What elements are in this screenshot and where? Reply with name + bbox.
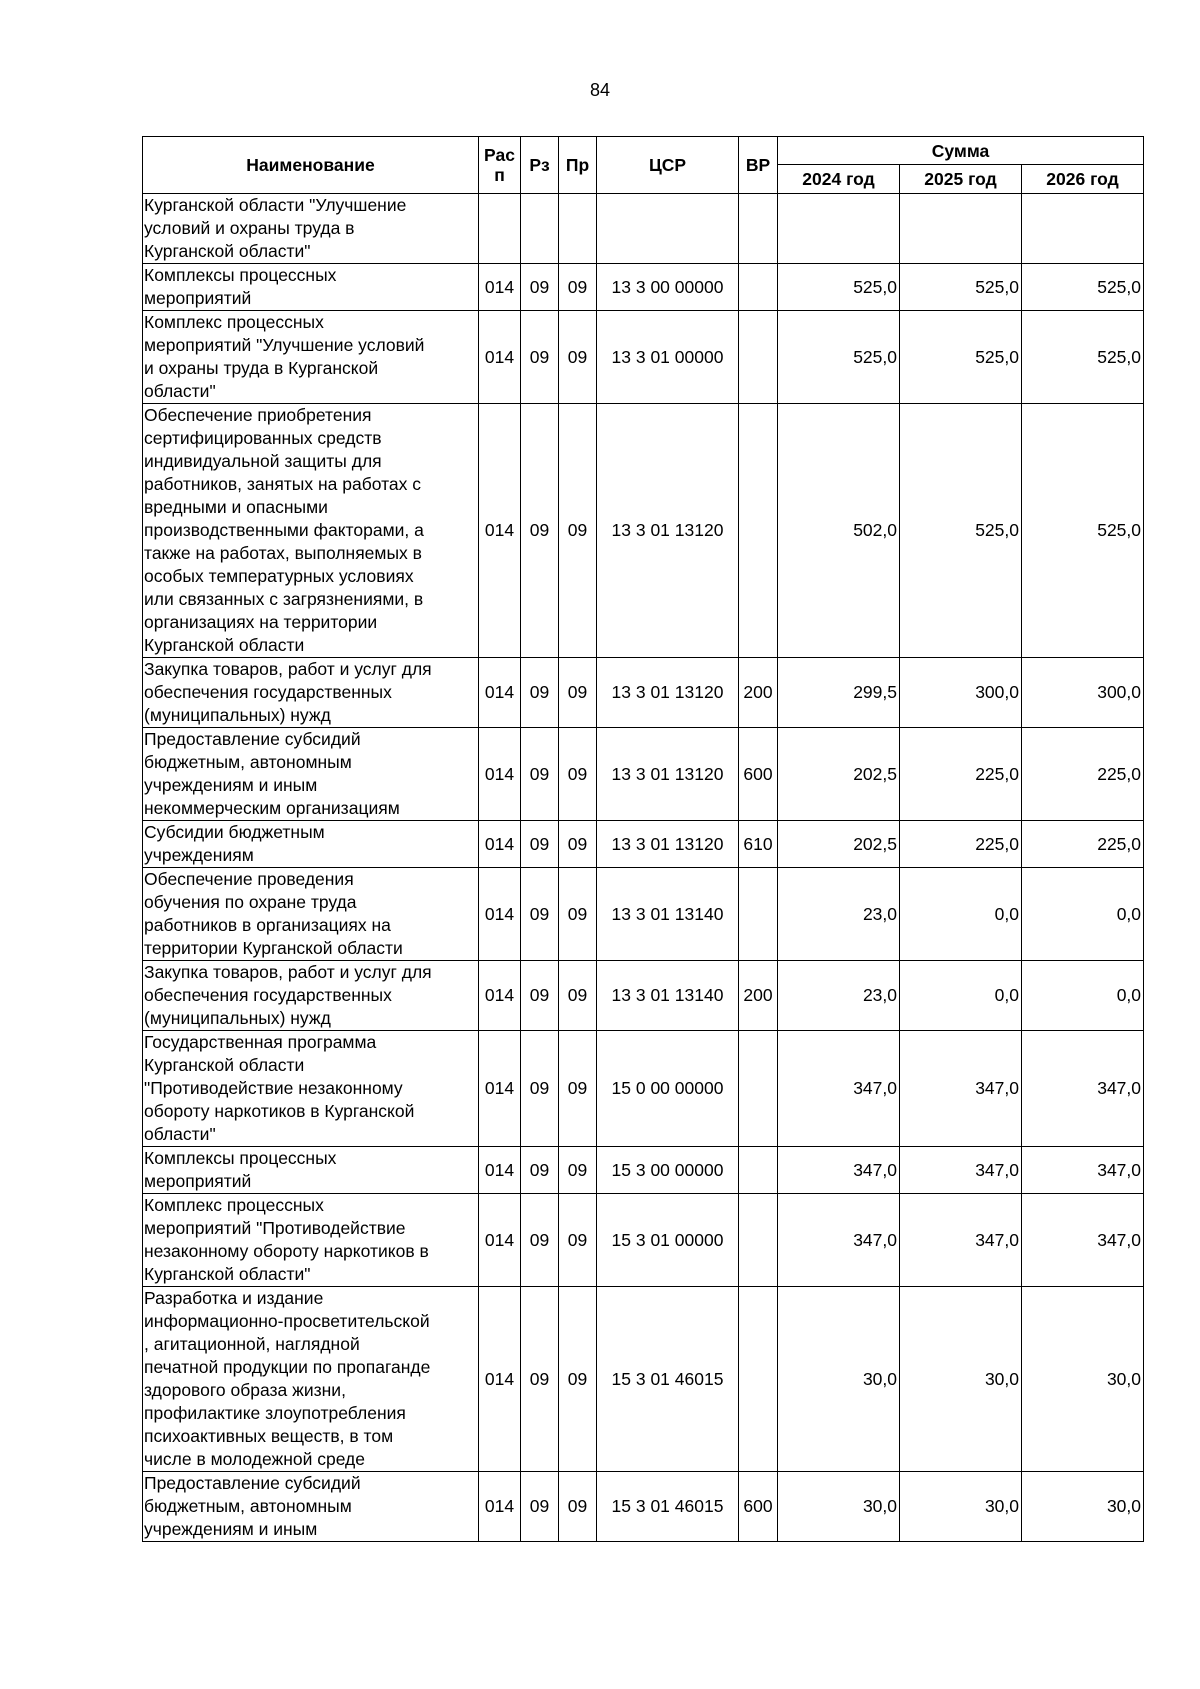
header-pr: Пр	[559, 137, 597, 194]
row-rz: 09	[521, 1472, 559, 1542]
table-row	[143, 1031, 1144, 1147]
table-row	[143, 1472, 1144, 1542]
row-pr: 09	[559, 404, 597, 658]
table-row	[143, 404, 1144, 658]
row-rasp: 014	[479, 728, 521, 821]
budget-table	[142, 136, 1144, 1542]
row-pr: 09	[559, 311, 597, 404]
header-2025: 2025 год	[900, 165, 1022, 194]
row-name: Закупка товаров, работ и услуг для обеспечения государственных (муниципальных) нужд	[143, 961, 479, 1031]
row-name: Государственная программа Курганской области "Противодействие незаконному обороту наркотиков в Курганской области"	[143, 1031, 479, 1147]
row-vr	[739, 1031, 778, 1147]
header-csr: ЦСР	[597, 137, 739, 194]
row-rasp: 014	[479, 311, 521, 404]
row-vr: 610	[739, 821, 778, 868]
row-csr: 13 3 01 00000	[597, 311, 739, 404]
row-csr: 15 3 01 00000	[597, 1194, 739, 1287]
row-vr: 600	[739, 728, 778, 821]
row-rz: 09	[521, 961, 559, 1031]
row-pr: 09	[559, 961, 597, 1031]
row-csr: 15 3 01 46015	[597, 1472, 739, 1542]
row-name: Закупка товаров, работ и услуг для обеспечения государственных (муниципальных) нужд	[143, 658, 479, 728]
row-pr	[559, 194, 597, 264]
row-name: Обеспечение приобретения сертифицированных средств индивидуальной защиты для работников, занятых на работах с вредными и опасными производственными факторами, а также на работах, выполняемых в особых температурных условиях или связанных с загрязнениями, в организациях на территории Курганской области	[143, 404, 479, 658]
row-csr: 15 3 01 46015	[597, 1287, 739, 1472]
row-sum-2024: 502,0	[778, 404, 900, 658]
row-csr: 13 3 01 13120	[597, 658, 739, 728]
row-csr: 13 3 00 00000	[597, 264, 739, 311]
row-sum-2026: 0,0	[1022, 868, 1144, 961]
row-vr	[739, 264, 778, 311]
row-sum-2026: 300,0	[1022, 658, 1144, 728]
header-name: Наименование	[143, 137, 479, 194]
row-sum-2025: 525,0	[900, 404, 1022, 658]
row-rasp: 014	[479, 658, 521, 728]
row-sum-2024: 23,0	[778, 868, 900, 961]
row-pr: 09	[559, 1147, 597, 1194]
row-name: Комплекс процессных мероприятий "Улучшение условий и охраны труда в Курганской области"	[143, 311, 479, 404]
row-pr: 09	[559, 1287, 597, 1472]
row-rz: 09	[521, 658, 559, 728]
row-csr	[597, 194, 739, 264]
row-rasp: 014	[479, 1147, 521, 1194]
row-csr: 13 3 01 13140	[597, 868, 739, 961]
row-sum-2025: 0,0	[900, 868, 1022, 961]
row-rz: 09	[521, 868, 559, 961]
row-vr	[739, 194, 778, 264]
row-sum-2025: 525,0	[900, 311, 1022, 404]
row-sum-2024: 347,0	[778, 1147, 900, 1194]
row-pr: 09	[559, 1194, 597, 1287]
row-sum-2024: 30,0	[778, 1472, 900, 1542]
row-sum-2026: 347,0	[1022, 1194, 1144, 1287]
row-csr: 13 3 01 13120	[597, 821, 739, 868]
row-rasp: 014	[479, 264, 521, 311]
row-sum-2025: 347,0	[900, 1031, 1022, 1147]
row-vr: 200	[739, 961, 778, 1031]
row-name: Комплекс процессных мероприятий "Противодействие незаконному обороту наркотиков в Курганской области"	[143, 1194, 479, 1287]
header-2026: 2026 год	[1022, 165, 1144, 194]
row-sum-2026: 0,0	[1022, 961, 1144, 1031]
row-rz: 09	[521, 1287, 559, 1472]
table-row	[143, 311, 1144, 404]
row-sum-2026: 525,0	[1022, 311, 1144, 404]
row-vr	[739, 1194, 778, 1287]
row-sum-2024: 23,0	[778, 961, 900, 1031]
table-row	[143, 658, 1144, 728]
row-sum-2025: 225,0	[900, 728, 1022, 821]
row-rz: 09	[521, 264, 559, 311]
row-sum-2025: 30,0	[900, 1287, 1022, 1472]
row-pr: 09	[559, 264, 597, 311]
table-row	[143, 264, 1144, 311]
row-vr	[739, 1147, 778, 1194]
row-csr: 13 3 01 13120	[597, 404, 739, 658]
row-pr: 09	[559, 1031, 597, 1147]
row-pr: 09	[559, 821, 597, 868]
row-sum-2026: 30,0	[1022, 1287, 1144, 1472]
row-rasp	[479, 194, 521, 264]
row-rasp: 014	[479, 868, 521, 961]
row-sum-2024: 202,5	[778, 728, 900, 821]
row-csr: 13 3 01 13140	[597, 961, 739, 1031]
table-row	[143, 194, 1144, 264]
row-name: Разработка и издание информационно-просветительской , агитационной, наглядной печатной продукции по пропаганде здорового образа жизни, профилактике злоупотребления психоактивных веществ, в том числе в молодежной среде	[143, 1287, 479, 1472]
table-row	[143, 728, 1144, 821]
table-header	[143, 137, 1144, 194]
table-row	[143, 1147, 1144, 1194]
row-sum-2026: 225,0	[1022, 821, 1144, 868]
table-row	[143, 1287, 1144, 1472]
row-rz: 09	[521, 1031, 559, 1147]
row-sum-2024: 347,0	[778, 1031, 900, 1147]
row-csr: 15 3 00 00000	[597, 1147, 739, 1194]
table-body	[143, 194, 1144, 1542]
row-pr: 09	[559, 1472, 597, 1542]
row-sum-2026: 347,0	[1022, 1147, 1144, 1194]
row-sum-2024	[778, 194, 900, 264]
row-rz: 09	[521, 404, 559, 658]
row-name: Комплексы процессных мероприятий	[143, 1147, 479, 1194]
row-rasp: 014	[479, 1287, 521, 1472]
row-rz: 09	[521, 821, 559, 868]
row-vr	[739, 404, 778, 658]
row-sum-2025: 347,0	[900, 1194, 1022, 1287]
row-vr	[739, 1287, 778, 1472]
row-name: Субсидии бюджетным учреждениям	[143, 821, 479, 868]
row-sum-2024: 299,5	[778, 658, 900, 728]
row-csr: 15 0 00 00000	[597, 1031, 739, 1147]
row-sum-2026	[1022, 194, 1144, 264]
row-name: Предоставление субсидий бюджетным, автономным учреждениям и иным	[143, 1472, 479, 1542]
row-sum-2026: 347,0	[1022, 1031, 1144, 1147]
table-row	[143, 821, 1144, 868]
row-rasp: 014	[479, 961, 521, 1031]
row-sum-2025: 225,0	[900, 821, 1022, 868]
row-rasp: 014	[479, 1472, 521, 1542]
row-csr: 13 3 01 13120	[597, 728, 739, 821]
header-rasp: Рас п	[479, 137, 521, 194]
table-row	[143, 868, 1144, 961]
header-rz: Рз	[521, 137, 559, 194]
row-rz	[521, 194, 559, 264]
row-sum-2024: 347,0	[778, 1194, 900, 1287]
header-sum: Сумма	[778, 137, 1144, 165]
page-number: 84	[589, 80, 611, 100]
row-sum-2025: 347,0	[900, 1147, 1022, 1194]
row-sum-2025: 300,0	[900, 658, 1022, 728]
row-pr: 09	[559, 868, 597, 961]
row-rasp: 014	[479, 821, 521, 868]
row-rz: 09	[521, 1147, 559, 1194]
row-rasp: 014	[479, 1194, 521, 1287]
row-sum-2026: 525,0	[1022, 264, 1144, 311]
row-sum-2025: 30,0	[900, 1472, 1022, 1542]
row-sum-2026: 30,0	[1022, 1472, 1144, 1542]
header-2024: 2024 год	[778, 165, 900, 194]
row-sum-2025: 525,0	[900, 264, 1022, 311]
row-name: Курганской области "Улучшение условий и охраны труда в Курганской области"	[143, 194, 479, 264]
row-pr: 09	[559, 728, 597, 821]
row-sum-2026: 525,0	[1022, 404, 1144, 658]
row-rz: 09	[521, 1194, 559, 1287]
row-sum-2024: 202,5	[778, 821, 900, 868]
row-vr	[739, 868, 778, 961]
row-sum-2024: 525,0	[778, 264, 900, 311]
row-sum-2026: 225,0	[1022, 728, 1144, 821]
table-row	[143, 1194, 1144, 1287]
row-vr	[739, 311, 778, 404]
header-vr: ВР	[739, 137, 778, 194]
row-rasp: 014	[479, 1031, 521, 1147]
row-name: Обеспечение проведения обучения по охране труда работников в организациях на территории Курганской области	[143, 868, 479, 961]
table-row	[143, 961, 1144, 1031]
row-name: Предоставление субсидий бюджетным, автономным учреждениям и иным некоммерческим организациям	[143, 728, 479, 821]
row-pr: 09	[559, 658, 597, 728]
row-sum-2025	[900, 194, 1022, 264]
row-rz: 09	[521, 311, 559, 404]
row-vr: 200	[739, 658, 778, 728]
row-sum-2024: 525,0	[778, 311, 900, 404]
row-rz: 09	[521, 728, 559, 821]
row-name: Комплексы процессных мероприятий	[143, 264, 479, 311]
row-rasp: 014	[479, 404, 521, 658]
row-sum-2025: 0,0	[900, 961, 1022, 1031]
row-sum-2024: 30,0	[778, 1287, 900, 1472]
row-vr: 600	[739, 1472, 778, 1542]
